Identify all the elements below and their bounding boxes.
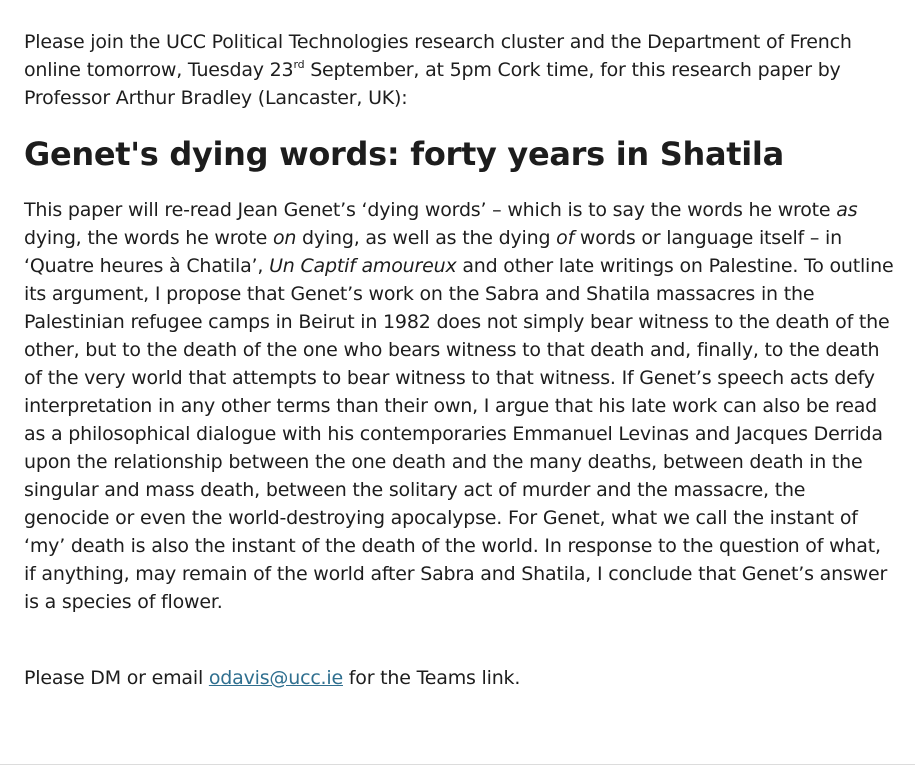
- bottom-divider: [0, 764, 915, 765]
- abstract-text: words or language itself – in ‘Quatre heures à Chatila’,: [24, 227, 842, 277]
- intro-text-part2: September, at 5pm Cork time, for this research paper by Professor Arthur Bradley (Lancaster, UK):: [24, 59, 841, 109]
- book-title: Un Captif amoureux: [269, 255, 457, 277]
- contact-text-after: for the Teams link.: [342, 667, 521, 689]
- abstract-emphasis: as: [836, 199, 858, 221]
- contact-text-before: Please DM or email: [24, 667, 209, 689]
- paper-title: Genet's dying words: forty years in Shatila: [24, 135, 784, 173]
- abstract-paragraph: [24, 196, 894, 616]
- abstract-emphasis: on: [272, 227, 297, 249]
- intro-text-part1: Please join the UCC Political Technologies research cluster and the Department of French online tomorrow, Tuesday 23: [24, 31, 852, 81]
- abstract-emphasis: of: [556, 227, 575, 249]
- abstract-text: and other late writings on Palestine. To outline its argument, I propose that Genet’s work on the Sabra and Shatila massacres in the Palestinian refugee camps in Beirut in 1982 does not simply bear witness to the death of the other, but to the death of the one who bears witness to that death and, finally, to the death of the very world that attempts to bear witness to that witness. If Genet’s speech acts defy interpretation in any other terms than their own, I argue that his late work can also be read as a philosophical dialogue with his contemporaries Emmanuel Levinas and Jacques Derrida upon the relationship between the one death and the many deaths, between death in the singular and mass death, between the solitary act of murder and the massacre, the genocide or even the world-destroying apocalypse. For Genet, what we call the instant of ‘my’ death is also the instant of the death of the world. In response to the question of what, if anything, may remain of the world after Sabra and Shatila, I conclude that Genet’s answer is a species of flower.: [24, 255, 894, 613]
- intro-paragraph: [24, 28, 894, 112]
- abstract-text: This paper will re-read Jean Genet’s ‘dying words’ – which is to say the words he wrote: [24, 199, 837, 221]
- email-link[interactable]: odavis@ucc.ie: [208, 667, 343, 689]
- abstract-text: dying, the words he wrote: [24, 227, 273, 249]
- message-body: [24, 28, 894, 692]
- date-ordinal-suffix: rd: [293, 58, 305, 71]
- contact-paragraph: [24, 664, 894, 692]
- abstract-text: dying, as well as the dying: [296, 227, 557, 249]
